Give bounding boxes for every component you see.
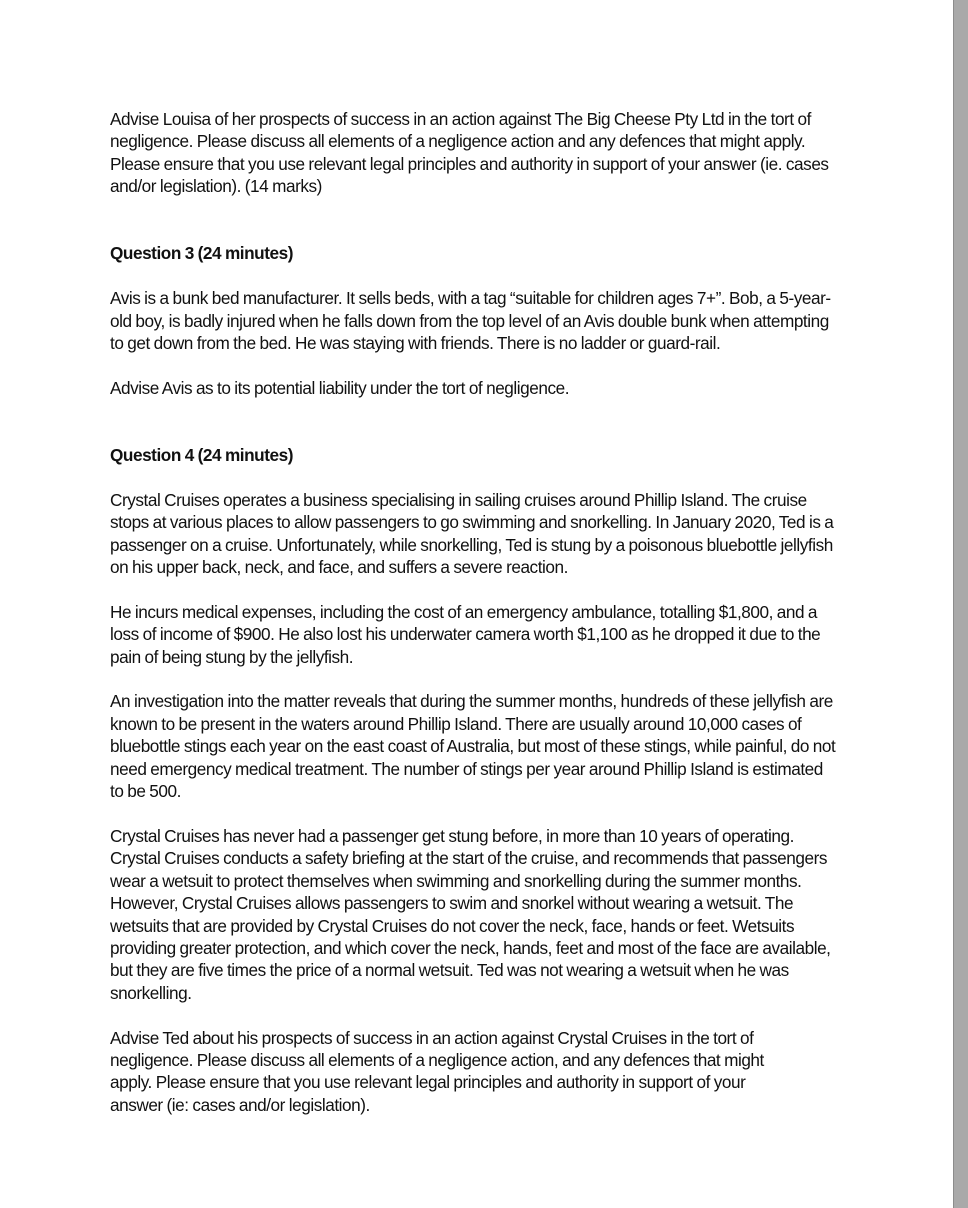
question-4-paragraph-1: Crystal Cruises operates a business specialising in sailing cruises around Phillip Island. The cruise stops at various places to allow passengers to go swimming and snorkelling. In January 2020, Ted is a passenger on a cruise. Unfortunately, while snorkelling, Ted is stung by a poisonous bluebottle jellyfish on his upper back, neck, and face, and suffers a severe reaction.: [110, 489, 834, 578]
paragraph-spacer: [110, 668, 840, 690]
paragraph-spacer: [110, 466, 840, 488]
paragraph-spacer: [110, 802, 840, 824]
question-4-paragraph-3: An investigation into the matter reveals that during the summer months, hundreds of these jellyfish are known to be present in the waters around Phillip Island. There are usually around 10,000 cases of bluebottle stings each year on the east coast of Australia, but most of these stings, while painful, do not need emergency medical treatment. The number of stings per year around Phillip Island is estimated to be 500.: [110, 691, 836, 802]
window-edge-scrollbar[interactable]: [953, 0, 968, 1208]
question-4-paragraph-5: Advise Ted about his prospects of success in an action against Crystal Cruises in the tort of negligence. Please discuss all elements of a negligence action, and any defences that might apply. Please ensure that you use relevant legal principles and authority in support of your answer (ie: cases and/or legislation).: [110, 1027, 764, 1115]
paragraph-spacer: [110, 578, 840, 600]
question-4-paragraph-2: He incurs medical expenses, including the cost of an emergency ambulance, totalling $1,800, and a loss of income of $900. He also lost his underwater camera worth $1,100 as he dropped it due to the pain of being stung by the jellyfish.: [110, 601, 821, 667]
question-4-paragraph-4: Crystal Cruises has never had a passenger get stung before, in more than 10 years of operating. Crystal Cruises conducts a safety briefing at the start of the cruise, and recommends that passengers wear a wetsuit to protect themselves when swimming and snorkelling during the summer months. However, Crystal Cruises allows passengers to swim and snorkel without wearing a wetsuit. The wetsuits that are provided by Crystal Cruises do not cover the neck, face, hands or feet. Wetsuits providing greater protection, and which cover the neck, hands, feet and most of the face are available, but they are five times the price of a normal wetsuit. Ted was not wearing a wetsuit when he was snorkelling.: [110, 825, 831, 1003]
question-3-heading: Question 3 (24 minutes): [110, 243, 293, 264]
paragraph-spacer: [110, 265, 840, 287]
question-3-instruction-paragraph: Advise Avis as to its potential liability under the tort of negligence.: [110, 377, 570, 398]
document-body: [110, 108, 840, 1116]
section-spacer: [110, 399, 840, 444]
section-spacer: [110, 198, 840, 243]
q2-instruction-paragraph: Advise Louisa of her prospects of success in an action against The Big Cheese Pty Ltd in the tort of negligence. Please discuss all elements of a negligence action and any defences that might apply. Please ensure that you use relevant legal principles and authority in support of your answer (ie. cases and/or legislation). (14 marks): [110, 109, 829, 197]
question-3-facts-paragraph: Avis is a bunk bed manufacturer. It sells beds, with a tag “suitable for children ages 7+”. Bob, a 5-year-old boy, is badly injured when he falls down from the top level of an Avis double bunk when attempting to get down from the bed. He was staying with friends. There is no ladder or guard-rail.: [110, 288, 831, 354]
question-4-heading: Question 4 (24 minutes): [110, 445, 293, 466]
paragraph-spacer: [110, 1004, 840, 1026]
paragraph-spacer: [110, 354, 840, 376]
